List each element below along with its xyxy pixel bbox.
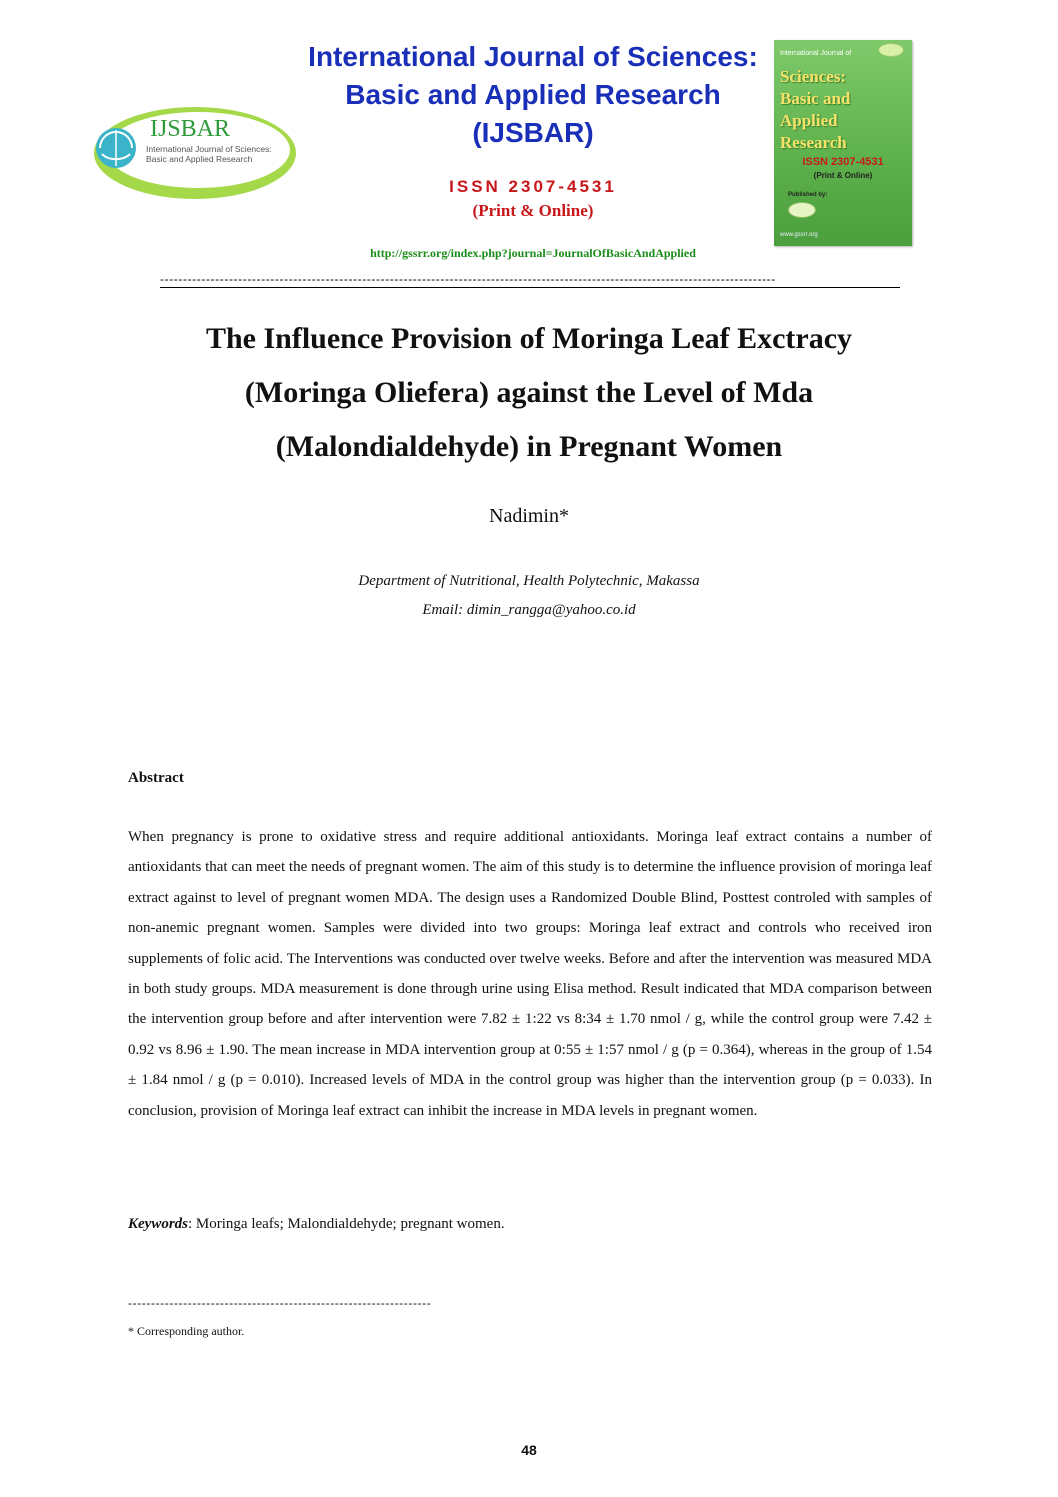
keywords-list: : Moringa leafs; Malondialdehyde; pregnant women. xyxy=(188,1216,505,1232)
journal-title: International Journal of Sciences: Basic and Applied Research (IJSBAR) xyxy=(308,41,758,148)
print-online-label: (Print & Online) xyxy=(472,201,594,220)
keywords xyxy=(128,1216,932,1233)
abstract-body: When pregnancy is prone to oxidative stress and require additional antioxidants. Moringa leaf extract contains a number of antioxidants that can meet the needs of pregnant women. The aim of this study is to determine the influence provision of moringa leaf extract against to level of pregnant women MDA. The design uses a Randomized Double Blind, Posttest controled with samples of non-anemic pregnant women. Samples were divided into two groups: Moringa leaf extract and controls who received iron supplements of folic acid. The Interventions was conducted over twelve weeks. Before and after the intervention was measured MDA in both study groups. MDA measurement is done through urine using Elisa method. Result indicated that MDA comparison between the intervention group before and after intervention were 7.82 ± 1:22 vs 8:34 ± 1.70 nmol / g, while the control group were 7.42 ± 0.92 vs 8.96 ± 1.90. The mean increase in MDA intervention group at 0:55 ± 1:57 nmol / g (p = 0.364), whereas in the group of 1.54 ± 1.84 nmol / g (p = 0.010). Increased levels of MDA in the control group was higher than the intervention group (p = 0.033). In conclusion, provision of Moringa leaf extract can inhibit the increase in MDA levels in pregnant women. xyxy=(128,829,932,1119)
article-title: The Influence Provision of Moringa Leaf Exctracy (Moringa Oliefera) against the Level of Mda (Malondialdehyde) in Pregnant Women xyxy=(205,322,853,463)
abstract-heading: Abstract xyxy=(128,770,184,786)
svg-text:Basic and Applied Research: Basic and Applied Research xyxy=(146,154,253,164)
cover-title: Sciences: Basic and Applied Research xyxy=(780,67,851,152)
page-number: 48 xyxy=(521,1442,537,1458)
publisher-logo-icon xyxy=(788,202,816,218)
svg-text:International Journal of Scien: International Journal of Sciences: xyxy=(146,144,272,154)
author-email: Email: dimin_rangga@yahoo.co.id xyxy=(422,602,636,618)
journal-cover-image: International Journal of Sciences: Basic and Applied Research ISSN 2307-4531 (Print & Online) Published by: www.gssrr.org xyxy=(774,40,912,246)
journal-url-link[interactable]: http://gssrr.org/index.php?journal=JournalOfBasicAndApplied xyxy=(370,246,696,260)
author-name: Nadimin* xyxy=(489,505,569,527)
author-affiliation: Department of Nutritional, Health Polytechnic, Makassa xyxy=(358,573,700,589)
cover-logo-icon xyxy=(878,43,904,57)
journal-issn: ISSN 2307-4531 xyxy=(449,177,617,196)
corresponding-author-footnote: * Corresponding author. xyxy=(128,1324,245,1338)
footnote-separator: ------------------------------------------------------------------ xyxy=(128,1296,432,1310)
logo-text: IJSBAR xyxy=(150,116,231,142)
header-rule xyxy=(160,287,900,288)
keywords-label: Keywords xyxy=(128,1216,188,1232)
header-separator: -------------------------------------------------------------------------------------------------------------------------------------- xyxy=(160,272,776,286)
